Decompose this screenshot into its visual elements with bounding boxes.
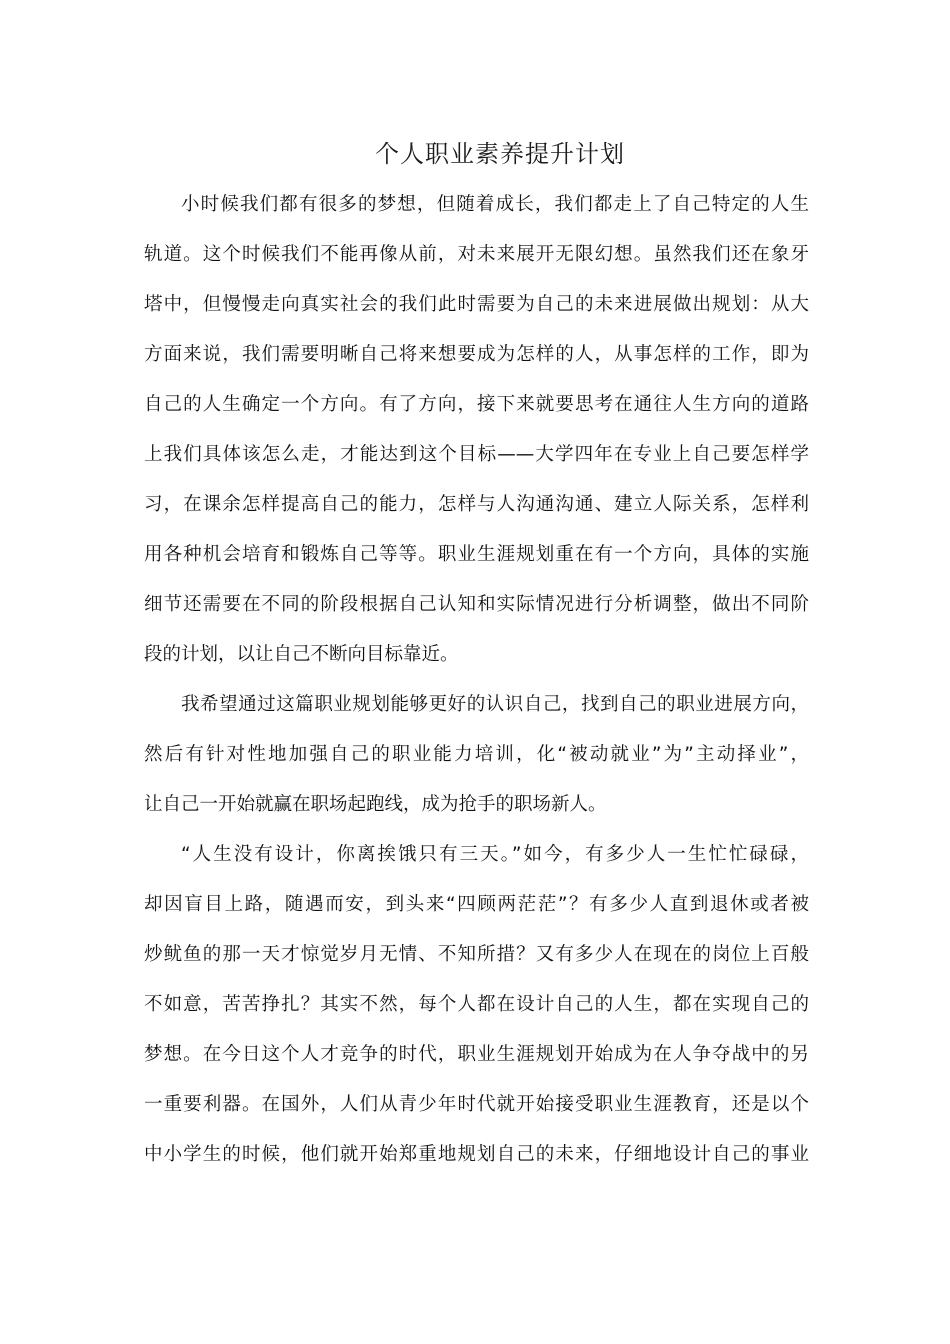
- text-line: 段的计划，以让自己不断向目标靠近。: [144, 644, 459, 665]
- text-line: 自己的人生确定一个方向。有了方向，接下来就要思考在通往人生方向的道路: [144, 394, 809, 415]
- paragraph-1: [144, 183, 809, 683]
- text-line: 却因盲目上路，随遇而安，到头来“四顾两茫茫”？有多少人直到退休或者被: [144, 894, 809, 915]
- text-line: 让自己一开始就赢在职场起跑线，成为抢手的职场新人。: [144, 794, 607, 815]
- text-line: 炒鱿鱼的那一天才惊觉岁月无情、不知所措？又有多少人在现在的岗位上百般: [144, 944, 809, 965]
- paragraph-2: [144, 683, 809, 833]
- text-line: 然后有针对性地加强自己的职业能力培训，化“被动就业”为”主动择业”，: [144, 744, 809, 765]
- text-line: 一重要利器。在国外，人们从青少年时代就开始接受职业生涯教育，还是以个: [144, 1094, 809, 1115]
- text-line: 中小学生的时候，他们就开始郑重地规划自己的未来，仔细地设计自己的事业: [144, 1144, 809, 1165]
- text-line: 上我们具体该怎么走，才能达到这个目标——大学四年在专业上自己要怎样学: [144, 444, 809, 465]
- text-line: 方面来说，我们需要明晰自己将来想要成为怎样的人，从事怎样的工作，即为: [144, 344, 809, 365]
- text-line: 细节还需要在不同的阶段根据自己认知和实际情况进行分析调整，做出不同阶: [144, 594, 809, 615]
- paragraph-3: [144, 833, 809, 1183]
- text-line: 不如意，苦苦挣扎？其实不然，每个人都在设计自己的人生，都在实现自己的: [144, 994, 809, 1015]
- text-line: 梦想。在今日这个人才竞争的时代，职业生涯规划开始成为在人争夺战中的另: [144, 1044, 809, 1065]
- text-line: “人生没有设计，你离挨饿只有三天。”如今，有多少人一生忙忙碌碌，: [181, 844, 809, 865]
- text-line: 轨道。这个时候我们不能再像从前，对未来展开无限幻想。虽然我们还在象牙: [144, 244, 809, 265]
- document-body: [144, 183, 809, 1183]
- text-line: 塔中，但慢慢走向真实社会的我们此时需要为自己的未来进展做出规划：从大: [144, 294, 809, 315]
- text-line: 用各种机会培育和锻炼自己等等。职业生涯规划重在有一个方向，具体的实施: [144, 544, 809, 565]
- text-line: 我希望通过这篇职业规划能够更好的认识自己，找到自己的职业进展方向，: [181, 694, 809, 715]
- document-title: 个人职业素养提升计划: [375, 140, 625, 168]
- text-line: 习，在课余怎样提高自己的能力，怎样与人沟通沟通、建立人际关系，怎样利: [144, 494, 809, 515]
- text-line: 小时候我们都有很多的梦想，但随着成长，我们都走上了自己特定的人生: [181, 194, 809, 215]
